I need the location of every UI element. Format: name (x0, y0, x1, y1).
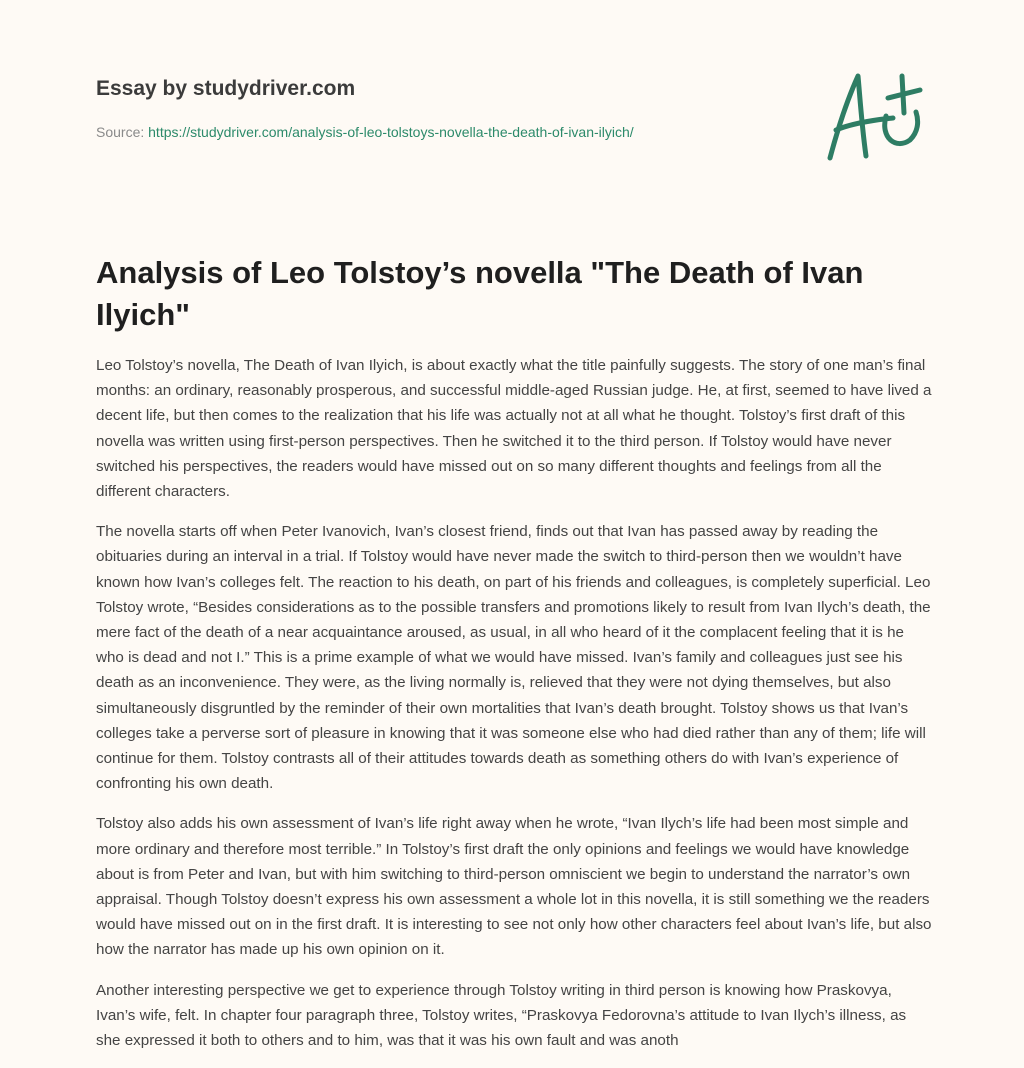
paragraph: The novella starts off when Peter Ivanovich, Ivan’s closest friend, finds out that Ivan has passed away by reading the obituaries during an interval in a trial. If Tolstoy would have never made the switch to third-person then we wouldn’t have known how Ivan’s colleges felt. The reaction to his death, on part of his friends and colleagues, is completely superficial. Leo Tolstoy wrote, “Besides considerations as to the possible transfers and promotions likely to result from Ivan Ilych’s death, the mere fact of the death of a near acquaintance aroused, as usual, in all who heard of it the complacent feeling that it is he who is dead and not I.” This is a prime example of what we would have missed. Ivan’s family and colleagues just see his death as an inconvenience. They were, as the living normally is, relieved that they were not dying themselves, but also simultaneously disgruntled by the reminder of their own mortalities that Ivan’s death brought. Tolstoy shows us that Ivan’s colleges take a perverse sort of pleasure in knowing that it was someone else who had died rather than any of them; life will continue for them. Tolstoy contrasts all of their attitudes towards death as something others do with Ivan’s experience of confronting his own death. (96, 523, 931, 793)
site-brand: Essay by studydriver.com (96, 77, 356, 100)
source-link[interactable]: https://studydriver.com/analysis-of-leo-tolstoys-novella-the-death-of-ivan-ilyich/ (148, 124, 634, 140)
a-plus-logo-icon (818, 68, 928, 163)
paragraph: Leo Tolstoy’s novella, The Death of Ivan Ilyich, is about exactly what the title painfully suggests. The story of one man’s final months: an ordinary, reasonably prosperous, and successful middle-aged Russian judge. He, at first, seemed to have lived a decent life, but then comes to the realization that his life was actually not at all what he thought. Tolstoy’s first draft of this novella was written using first-person perspectives. Then he switched it to the third person. If Tolstoy would have never switched his perspectives, the readers would have missed out on so many different thoughts and feelings from all the different characters. (96, 357, 932, 501)
article-title: Analysis of Leo Tolstoy’s novella "The Death of Ivan Ilyich" (96, 255, 864, 332)
source-label: Source: (96, 124, 145, 140)
paragraph: Tolstoy also adds his own assessment of Ivan’s life right away when he wrote, “Ivan Ilych’s life had been most simple and more ordinary and therefore most terrible.” In Tolstoy’s first draft the only opinions and feelings we would have knowledge about is from Peter and Ivan, but with him switching to third-person omniscient we begin to understand the narrator’s own appraisal. Though Tolstoy doesn’t express his own assessment a whole lot in this novella, it is still something we the readers would have missed out on in the first draft. It is interesting to see not only how other characters feel about Ivan’s life, but also how the narrator has made up his own opinion on it. (96, 815, 932, 959)
paragraph: Another interesting perspective we get to experience through Tolstoy writing in third person is knowing how Praskovya, Ivan’s wife, felt. In chapter four paragraph three, Tolstoy writes, “Praskovya Fedorovna’s attitude to Ivan Ilych’s illness, as she expressed it both to others and to him, was that it was his own fault and was anoth (96, 981, 907, 1050)
source-line (96, 124, 634, 140)
article-body (96, 353, 932, 1068)
